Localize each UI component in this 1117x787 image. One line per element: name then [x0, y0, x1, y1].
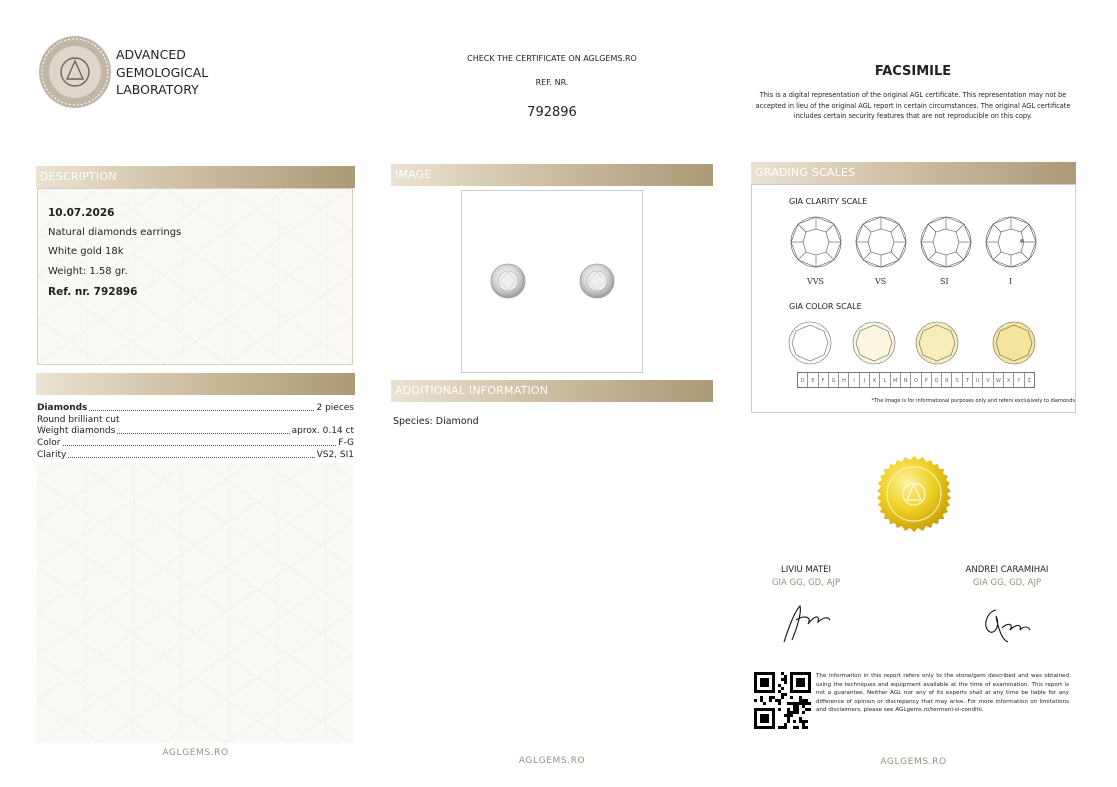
color-letter: F [819, 373, 829, 387]
description-metal: White gold 18k [48, 246, 124, 257]
signatory-2-credentials: GIA GG, GD, AJP [972, 578, 1042, 588]
clarity-scale-diamonds [786, 214, 1046, 274]
disclaimer-text: The information in this report refers only to the stone/gem described and was obtained using the techniques and equipment available at the time of examination. This report is not a guarantee. Neither AGL nor any of its experts shall at any time be liable for any difference of opinion or discrepancy that may arise. For more information on limitations and disclaimers, please see AGLgems.ro/termeni-si-conditii. [816, 673, 1069, 713]
detail-label: Weight diamonds [37, 426, 116, 436]
clarity-scale-title: GIA CLARITY SCALE [789, 197, 868, 206]
color-letter: N [901, 373, 911, 387]
detail-row-color [37, 437, 354, 449]
lab-name-line2: GEMOLOGICAL [116, 64, 209, 80]
facsimile-text: This is a digital representation of the original AGL certificate. This representation may not be accepted in lieu of the original AGL report in certain circumstances. The original AGL certificate includes certain security features that are not reproducible on this copy. [755, 91, 1071, 120]
description-weight: Weight: 1.58 gr. [48, 266, 128, 277]
detail-value: 2 pieces [316, 403, 354, 413]
detail-value: aprox. 0.14 ct [291, 426, 354, 436]
lab-name [116, 46, 208, 99]
color-letter: O [911, 373, 921, 387]
color-scale-diamonds [788, 320, 1048, 366]
footer-middle: AGLGEMS.RO [518, 756, 586, 766]
clarity-grade-i: I [1009, 277, 1013, 286]
color-letter: D [798, 373, 808, 387]
product-image-frame [461, 190, 643, 373]
detail-row-clarity [37, 449, 354, 461]
clarity-grade-vs: VS [875, 277, 887, 286]
signatory-1-name: LIVIU MATEI [780, 565, 832, 575]
description-ref: Ref. nr. 792896 [48, 286, 138, 298]
color-letter: L [880, 373, 890, 387]
check-certificate-text: CHECK THE CERTIFICATE ON AGLGEMS.RO [467, 54, 637, 63]
color-letter: U [973, 373, 983, 387]
decorative-pattern-area [37, 463, 353, 743]
facsimile-title: FACSIMILE [874, 64, 952, 79]
color-scale-title: GIA COLOR SCALE [789, 302, 862, 311]
image-bar: IMAGE [391, 164, 713, 186]
earring-right-image [579, 263, 615, 299]
ref-number: 792896 [527, 105, 577, 120]
color-letter: G [829, 373, 839, 387]
additional-info-bar: ADDITIONAL INFORMATION [391, 380, 713, 402]
clarity-grade-si: SI [940, 277, 949, 286]
detail-value: F-G [338, 438, 354, 448]
detail-label: Diamonds [37, 403, 88, 413]
ref-label: REF. NR. [535, 78, 569, 87]
detail-value: VS2, SI1 [316, 450, 354, 460]
color-letter: Q [932, 373, 942, 387]
color-letter: X [1004, 373, 1014, 387]
color-letter: Z [1027, 378, 1031, 384]
earring-left-image [490, 263, 526, 299]
signatory-1-signature [778, 600, 838, 646]
grading-note: *The image is for informational purposes only and refers exclusively to diamonds [871, 398, 1075, 404]
color-letter: E [808, 373, 818, 387]
footer-right: AGLGEMS.RO [880, 757, 947, 767]
color-letter: Y [1014, 373, 1024, 387]
signatory-2-name: ANDREI CARAMIHAI [965, 565, 1049, 575]
color-letter: J [860, 373, 870, 387]
description-date: 10.07.2026 [48, 207, 115, 219]
footer-left: AGLGEMS.RO [162, 748, 229, 758]
qr-code-icon [754, 672, 811, 729]
detail-label: Clarity [37, 450, 67, 460]
color-letter: H [839, 373, 849, 387]
signatory-1-credentials: GIA GG, GD, AJP [771, 578, 841, 588]
grading-scales-bar: GRADING SCALES [751, 162, 1076, 184]
description-bar: DESCRIPTION [36, 166, 355, 188]
color-letter: M [891, 373, 901, 387]
color-letter: K [870, 373, 880, 387]
description-item: Natural diamonds earrings [48, 227, 182, 238]
detail-row-diamonds [37, 402, 354, 414]
color-letter: W [994, 373, 1004, 387]
color-scale-ruler [797, 372, 1035, 388]
clarity-grade-vvs: VVS [807, 277, 825, 286]
description-box [37, 188, 353, 365]
color-letter: P [922, 373, 932, 387]
color-letter: R [942, 373, 952, 387]
gold-seal-icon [875, 455, 953, 533]
detail-row-weight [37, 425, 354, 437]
lab-seal-logo [38, 35, 112, 109]
details-bar [36, 373, 355, 395]
detail-label: Round brilliant cut [37, 415, 120, 425]
lab-name-line3: LABORATORY [116, 82, 199, 97]
signatory-2-signature [978, 602, 1038, 648]
color-letter: S [952, 373, 962, 387]
species-text: Species: Diamond [393, 416, 479, 427]
color-letter: V [983, 373, 993, 387]
color-letter: T [963, 373, 973, 387]
detail-label: Color [37, 438, 61, 448]
lab-name-line1: ADVANCED [116, 47, 186, 62]
color-letter: I [849, 373, 859, 387]
